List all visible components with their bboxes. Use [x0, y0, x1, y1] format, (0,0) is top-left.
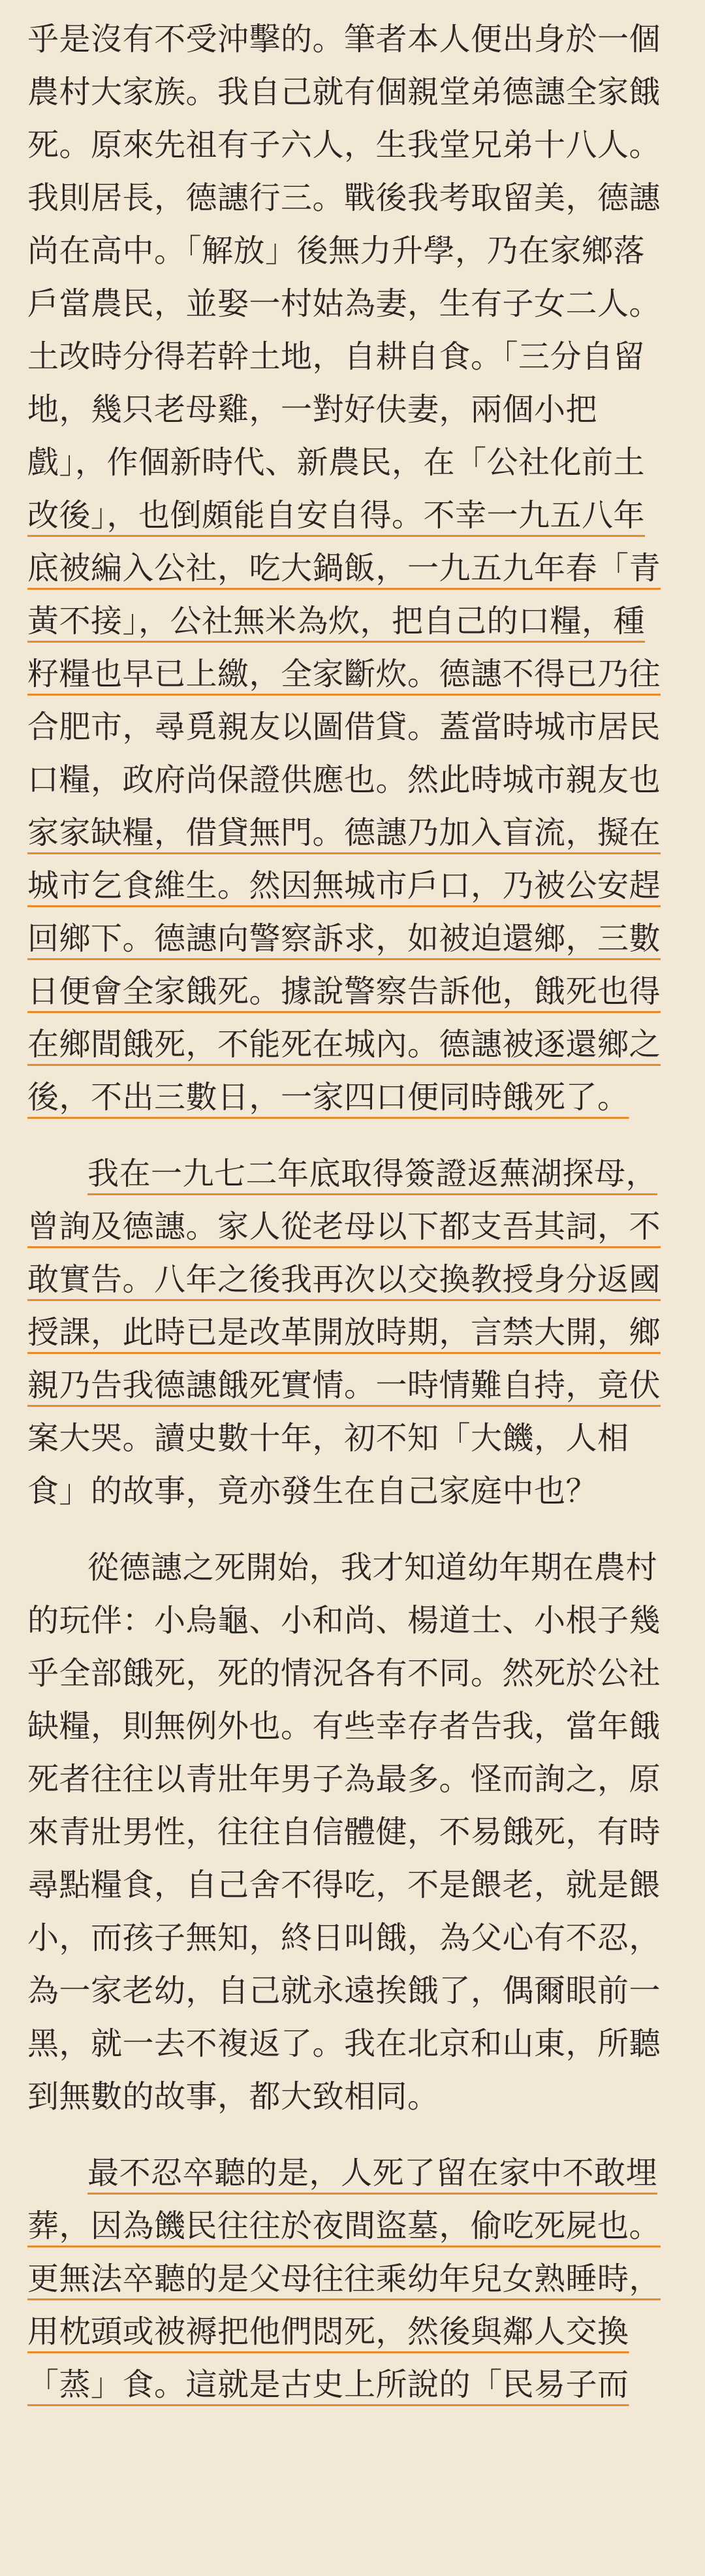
line-text: 最不忍卒聽的是，人死了留在家中不敢埋: [87, 2155, 658, 2191]
text-line: [27, 1253, 678, 1306]
line-text: 籽糧也早已上繳，全家斷炊。德譓不得已乃往: [27, 656, 661, 692]
line-text: 合肥市，尋覓親友以圖借貸。蓋當時城市居民: [27, 709, 661, 745]
text-line: [27, 912, 678, 965]
text-line: [27, 2200, 678, 2253]
text-line: [27, 1412, 678, 1465]
line-text: 底被編入公社，吃大鍋飯，一九五九年春「青: [27, 550, 661, 587]
text-line: [27, 807, 678, 860]
line-text: 為一家老幼，自己就永遠挨餓了，偶爾眼前一: [27, 1972, 661, 2009]
text-line: [27, 542, 678, 595]
text-line: [27, 1647, 678, 1700]
text-line: [27, 648, 678, 701]
text-line: [27, 2359, 678, 2411]
line-text: 戶當農民，並娶一村姑為妻，生有子女二人。: [27, 285, 661, 322]
line-text: 農村大家族。我自己就有個親堂弟德譓全家餓: [27, 74, 661, 110]
text-line: [27, 13, 678, 66]
text-line: [27, 1700, 678, 1753]
text-line: [27, 2070, 678, 2123]
line-text: 尚在高中。「解放」後無力升學，乃在家鄉落: [27, 233, 646, 269]
text-line: [27, 701, 678, 754]
line-text: 案大哭。讀史數十年，初不知「大饑，人相: [27, 1420, 629, 1457]
text-line: [27, 1965, 678, 2018]
text-line: [27, 1200, 678, 1253]
line-text: 戲」，作個新時代、新農民，在「公社化前土: [27, 444, 646, 481]
line-text: 用枕頭或被褥把他們悶死，然後與鄰人交換: [27, 2313, 629, 2350]
line-text: 尋點糧食，自己舍不得吃，不是餵老，就是餵: [27, 1867, 661, 1903]
text-line: [27, 1541, 678, 1594]
text-line: [27, 383, 678, 436]
line-text: 曾詢及德譓。家人從老母以下都支吾其詞，不: [27, 1208, 661, 1245]
line-text: 親乃告我德譓餓死實情。一時情難自持，竟伏: [27, 1367, 661, 1404]
paragraph-2: [27, 1148, 678, 1518]
line-text: 食」的故事，竟亦發生在自己家庭中也？: [27, 1473, 598, 1509]
paragraph-gap: [27, 1124, 678, 1148]
line-text: 城市乞食維生。然因無城市戶口，乃被公安趕: [27, 867, 661, 904]
line-text: 來青壯男性，往往自信體健，不易餓死，有時: [27, 1814, 661, 1850]
text-line: [27, 595, 678, 648]
text-line: [27, 2018, 678, 2070]
line-text: 黑，就一去不複返了。我在北京和山東，所聽: [27, 2025, 661, 2062]
paragraph-gap: [27, 1518, 678, 1541]
text-line: [27, 2147, 678, 2200]
text-line: [27, 436, 678, 489]
line-text: 乎全部餓死，死的情況各有不同。然死於公社: [27, 1655, 661, 1692]
text-line: [27, 1594, 678, 1647]
text-line: [27, 965, 678, 1018]
text-line: [27, 1071, 678, 1124]
text-line: [27, 1912, 678, 1965]
text-line: [27, 278, 678, 330]
line-text: 更無法卒聽的是父母往往乘幼年兒女熟睡時，: [27, 2261, 661, 2297]
paragraph-1: [27, 13, 678, 1124]
text-line: [27, 225, 678, 278]
text-line: [27, 119, 678, 172]
text-line: [27, 1753, 678, 1806]
line-text: 缺糧，則無例外也。有些幸存者告我，當年餓: [27, 1708, 661, 1745]
text-line: [27, 1806, 678, 1859]
text-line: [27, 2306, 678, 2359]
line-text: 小，而孩子無知，終日叫餓，為父心有不忍，: [27, 1920, 661, 1956]
text-line: [27, 172, 678, 225]
line-text: 黃不接」，公社無米為炊，把自己的口糧，種: [27, 603, 646, 639]
line-text: 後，不出三數日，一家四口便同時餓死了。: [27, 1079, 629, 1116]
text-line: [27, 489, 678, 542]
paragraph-3: [27, 1541, 678, 2123]
line-text: 到無數的故事，都大致相同。: [27, 2078, 439, 2115]
line-text: 日便會全家餓死。據說警察告訴他，餓死也得: [27, 973, 661, 1010]
line-text: 從德譓之死開始，我才知道幼年期在農村: [87, 1549, 658, 1586]
text-line: [27, 1148, 678, 1200]
text-line: [27, 330, 678, 383]
text-line: [27, 1359, 678, 1412]
line-text: 我在一九七二年底取得簽證返蕪湖探母，: [87, 1155, 658, 1192]
text-line: [27, 1306, 678, 1359]
text-line: [27, 66, 678, 119]
line-text: 家家缺糧，借貸無門。德譓乃加入盲流，擬在: [27, 814, 661, 851]
line-text: 死。原來先祖有子六人，生我堂兄弟十八人。: [27, 127, 661, 163]
text-line: [27, 2253, 678, 2306]
line-text: 「蒸」食。這就是古史上所說的「民易子而: [27, 2366, 629, 2403]
text-line: [27, 1018, 678, 1071]
line-text: 口糧，政府尚保證供應也。然此時城市親友也: [27, 762, 661, 798]
paragraph-gap: [27, 2123, 678, 2147]
line-text: 改後」，也倒頗能自安自得。不幸一九五八年: [27, 497, 646, 534]
paragraph-4: [27, 2147, 678, 2411]
text-line: [27, 1465, 678, 1518]
line-text: 回鄉下。德譓向警察訴求，如被迫還鄉，三數: [27, 920, 661, 957]
line-text: 在鄉間餓死，不能死在城內。德譓被逐還鄉之: [27, 1026, 661, 1063]
text-line: [27, 1859, 678, 1912]
line-text: 地，幾只老母雞，一對好伕妻，兩個小把: [27, 391, 598, 428]
line-text: 授課，此時已是改革開放時期，言禁大開，鄉: [27, 1314, 661, 1351]
line-text: 乎是沒有不受沖擊的。筆者本人便出身於一個: [27, 21, 661, 57]
text-line: [27, 860, 678, 912]
line-text: 死者往往以青壯年男子為最多。怪而詢之，原: [27, 1761, 661, 1797]
line-text: 土改時分得若幹土地，自耕自食。「三分自留: [27, 338, 646, 375]
line-text: 我則居長，德譓行三。戰後我考取留美，德譓: [27, 180, 661, 216]
text-line: [27, 754, 678, 807]
line-text: 的玩伴：小烏龜、小和尚、楊道士、小根子幾: [27, 1602, 661, 1639]
line-text: 葬，因為饑民往往於夜間盜墓，偷吃死屍也。: [27, 2208, 661, 2244]
line-text: 敢實告。八年之後我再次以交換教授身分返國: [27, 1261, 661, 1298]
